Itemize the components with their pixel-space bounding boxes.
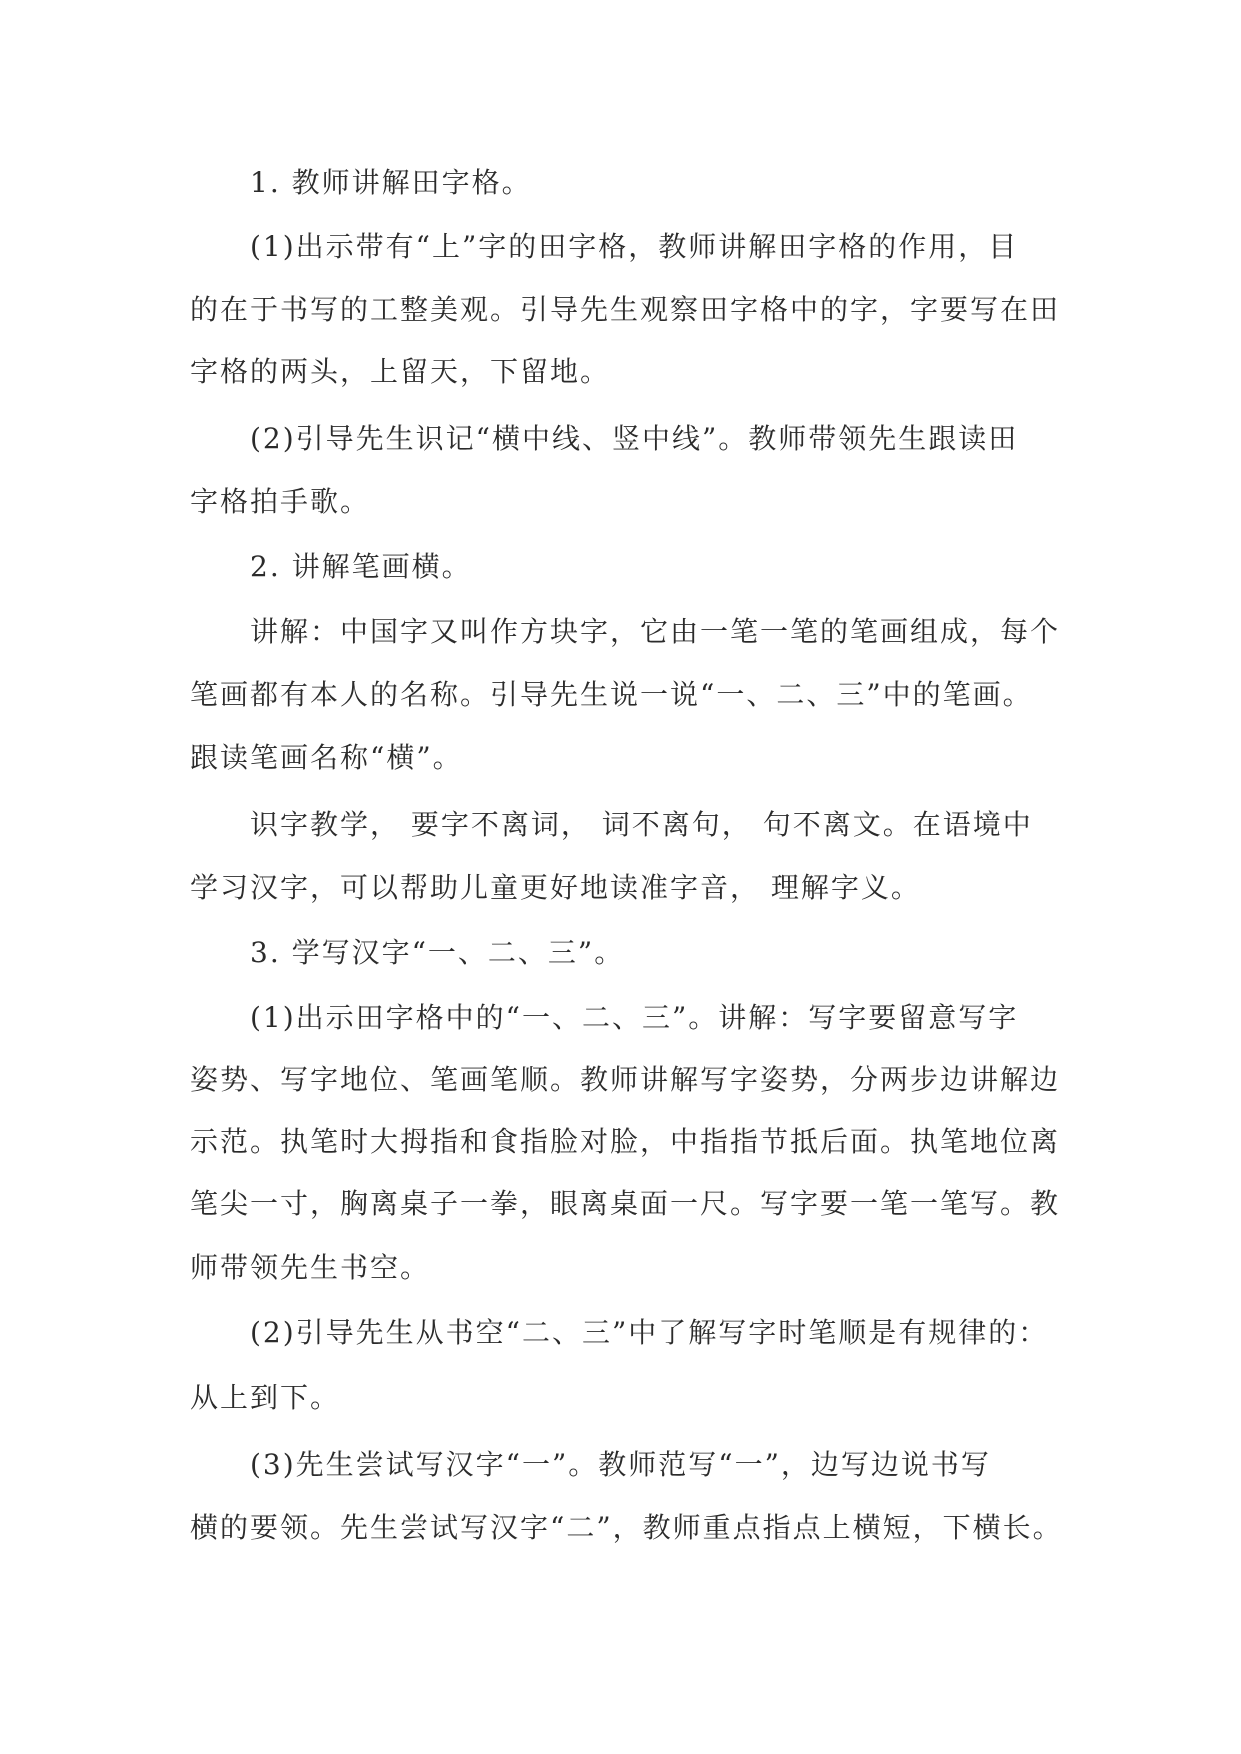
paragraph-line: 横的要领。先生尝试写汉字“二”，教师重点指点上横短，下横长。 xyxy=(190,1511,1063,1544)
paragraph-line: 学习汉字，可以帮助儿童更好地读准字音， 理解字义。 xyxy=(190,871,921,904)
paragraph-line: (2)引导先生识记“横中线、竖中线”。教师带领先生跟读田 xyxy=(250,422,1019,455)
paragraph-line: (1)出示田字格中的“一、二、三”。讲解：写字要留意写字 xyxy=(250,1001,1019,1034)
paragraph-line: 字格拍手歌。 xyxy=(190,485,371,518)
paragraph-line: 示范。执笔时大拇指和食指脸对脸，中指指节抵后面。执笔地位离 xyxy=(190,1125,1061,1158)
paragraph-line: 字格的两头，上留天，下留地。 xyxy=(190,355,611,388)
heading-2: 2. 讲解笔画横。 xyxy=(250,550,472,583)
heading-3: 3. 学写汉字“一、二、三”。 xyxy=(250,936,625,969)
paragraph-line: 跟读笔画名称“横”。 xyxy=(190,741,463,774)
paragraph-line: 讲解：中国字又叫作方块字，它由一笔一笔的笔画组成，每个 xyxy=(250,615,1061,648)
paragraph-line: 师带领先生书空。 xyxy=(190,1251,431,1284)
paragraph-line: (2)引导先生从书空“二、三”中了解写字时笔顺是有规律的： xyxy=(250,1316,1049,1349)
paragraph-line: 笔画都有本人的名称。引导先生说一说“一、二、三”中的笔画。 xyxy=(190,678,1033,711)
paragraph-line: (3)先生尝试写汉字“一”。教师范写“一”，边写边说书写 xyxy=(250,1448,991,1481)
paragraph-line: 的在于书写的工整美观。引导先生观察田字格中的字，字要写在田 xyxy=(190,293,1061,326)
paragraph-line: (1)出示带有“上”字的田字格，教师讲解田字格的作用，目 xyxy=(250,230,1019,263)
paragraph-line: 笔尖一寸，胸离桌子一拳，眼离桌面一尺。写字要一笔一笔写。教 xyxy=(190,1187,1061,1220)
paragraph-line: 姿势、写字地位、笔画笔顺。教师讲解写字姿势，分两步边讲解边 xyxy=(190,1063,1061,1096)
paragraph-line: 识字教学， 要字不离词， 词不离句， 句不离文。在语境中 xyxy=(250,808,1033,841)
paragraph-line: 从上到下。 xyxy=(190,1381,341,1414)
heading-1: 1. 教师讲解田字格。 xyxy=(250,166,532,199)
